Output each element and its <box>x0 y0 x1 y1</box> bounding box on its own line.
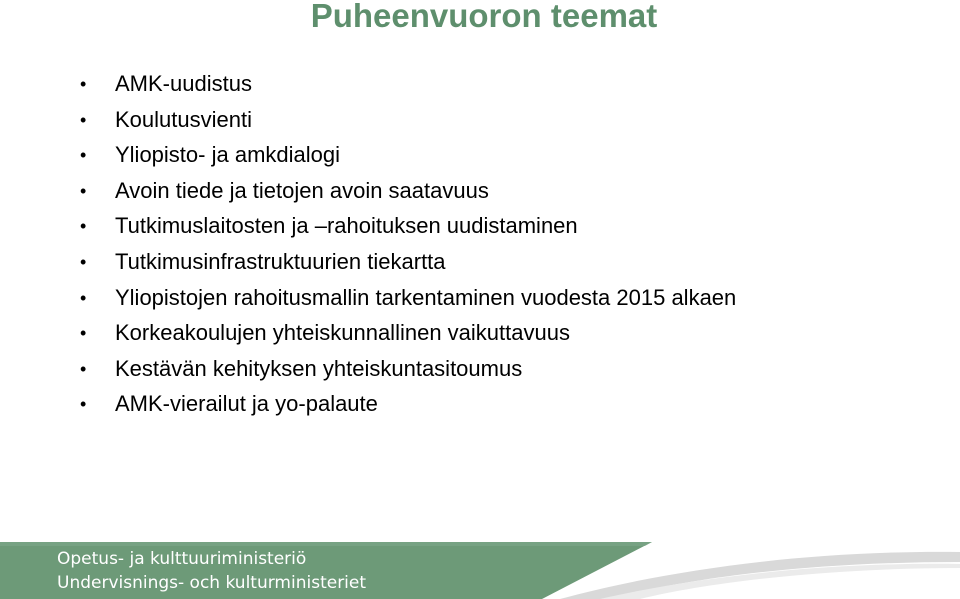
list-item-text: Korkeakoulujen yhteiskunnallinen vaikuttavuus <box>115 320 570 346</box>
bullet-dot: • <box>80 109 87 130</box>
footer-band-highlight <box>0 542 652 546</box>
bullet-dot: • <box>80 358 87 379</box>
ministry-name-swedish: Undervisnings- och kulturministeriet <box>57 573 367 593</box>
bullet-dot: • <box>80 145 87 166</box>
slide-title: Puheenvuoron teemat <box>310 0 658 34</box>
list-item-text: AMK-uudistus <box>115 71 252 96</box>
bullet-dot: • <box>80 216 87 237</box>
bullet-dot: • <box>80 251 87 272</box>
bullet-dot: • <box>80 394 87 415</box>
list-item-text: Yliopistojen rahoitusmallin tarkentaminen vuodesta 2015 alkaen <box>115 284 737 310</box>
list-item-text: Koulutusvienti <box>115 106 252 132</box>
footer-band <box>0 542 960 599</box>
list-item-text: AMK-vierailut ja yo-palaute <box>115 391 378 417</box>
list-item-text: Kestävän kehityksen yhteiskuntasitoumus <box>115 355 523 381</box>
bullet-dot: • <box>80 74 87 94</box>
list-item-text: Avoin tiede ja tietojen avoin saatavuus <box>115 177 489 203</box>
bullet-dot: • <box>80 287 87 308</box>
list-item-text: Tutkimusinfrastruktuurien tiekartta <box>115 248 446 274</box>
list-item-text: Yliopisto- ja amkdialogi <box>115 142 340 168</box>
ministry-name-finnish: Opetus- ja kulttuuriministeriö <box>57 549 307 569</box>
bullet-dot: • <box>80 180 87 201</box>
list-item-text: Tutkimuslaitosten ja –rahoituksen uudistaminen <box>115 213 578 239</box>
bullet-dot: • <box>80 323 87 344</box>
